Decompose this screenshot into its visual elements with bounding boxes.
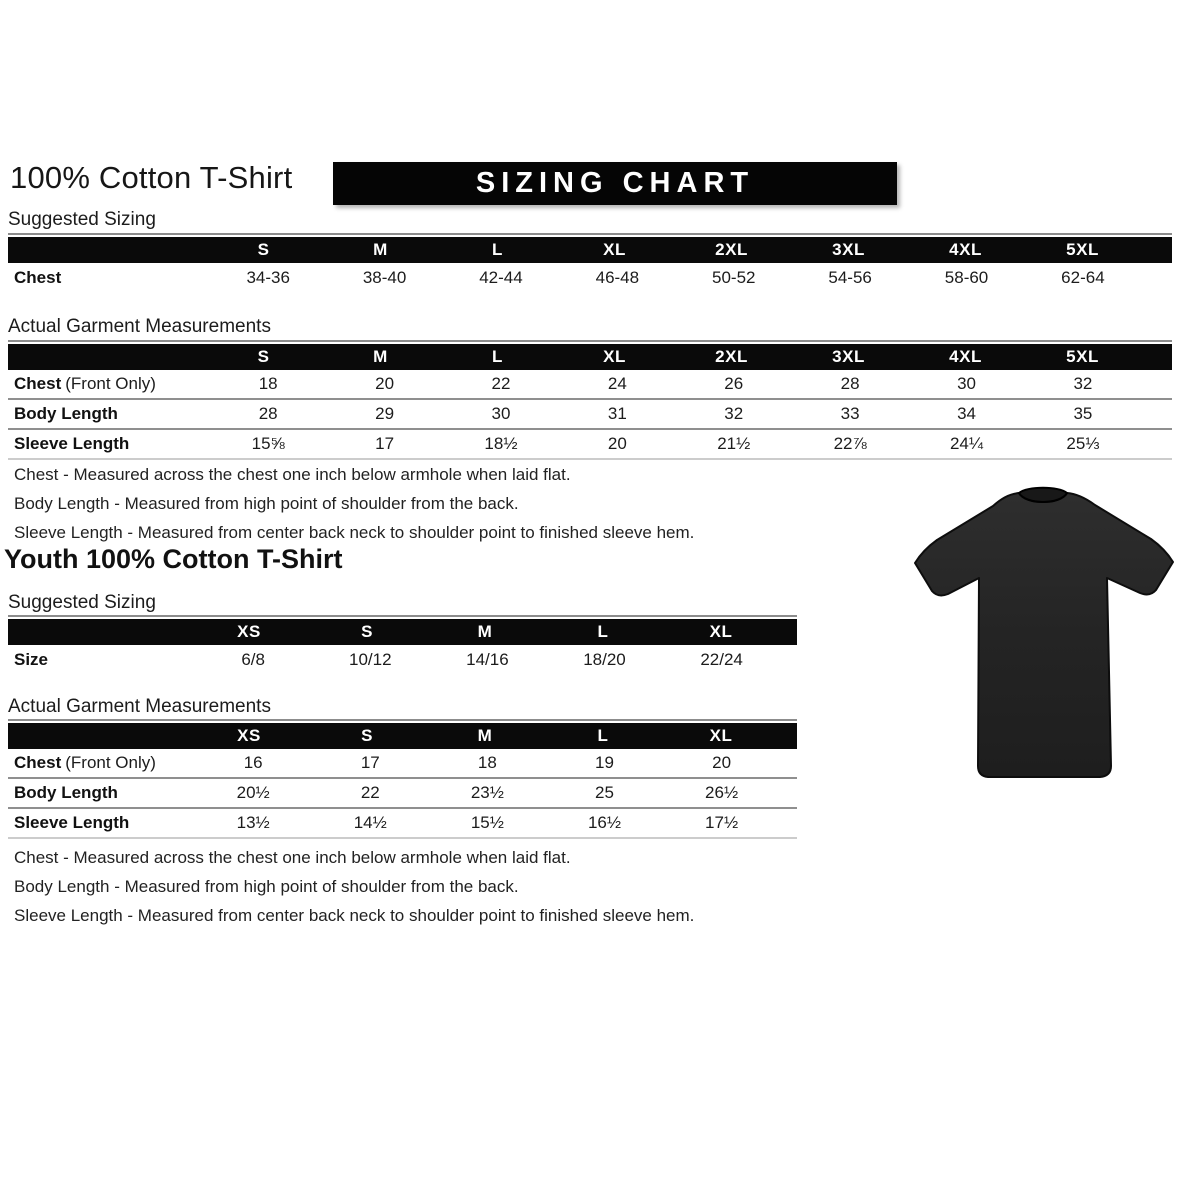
row-label: [8, 434, 210, 454]
note-line: Chest - Measured across the chest one inch below armhole when laid flat.: [14, 848, 571, 867]
header-size: 5XL: [1066, 347, 1099, 366]
cell-value: 10/12: [349, 649, 392, 669]
note-line: Sleeve Length - Measured from center back neck to shoulder point to finished sleeve hem.: [14, 906, 695, 925]
cell-value: 28: [258, 404, 278, 423]
header-size: XL: [603, 347, 626, 366]
row-label-text: Sleeve Length: [14, 434, 130, 453]
cell-value: 17: [375, 434, 395, 453]
adult-title: 100% Cotton T-Shirt: [10, 160, 293, 195]
row-label: [8, 374, 210, 394]
tshirt-collar-shape: [1019, 488, 1067, 502]
header-size: 5XL: [1066, 240, 1099, 259]
cell-value: 14/16: [466, 649, 509, 669]
note-line: Body Length - Measured from high point of shoulder from the back.: [14, 494, 519, 513]
cell-value: 34: [957, 404, 976, 423]
cell-value: 30: [491, 404, 511, 423]
cell-value: 54-56: [828, 267, 872, 287]
youth-actual-label: Actual Garment Measurements: [8, 696, 271, 717]
cell-value: 15½: [470, 813, 504, 832]
row-label-text: Sleeve Length: [14, 813, 130, 832]
adult-suggested-table: [8, 233, 1172, 292]
row-label-text: Chest: [14, 374, 62, 393]
header-size: 3XL: [832, 240, 865, 259]
table-top-rule: [8, 233, 1172, 235]
table-row: [8, 370, 1172, 398]
header-size: L: [492, 240, 503, 259]
cell-value: 22: [491, 374, 511, 393]
cell-value: 22/24: [700, 649, 743, 669]
header-size: L: [597, 622, 609, 641]
cell-value: 32: [1073, 374, 1093, 393]
note-line: Sleeve Length - Measured from center back neck to shoulder point to finished sleeve hem.: [14, 523, 695, 542]
cell-value: 23½: [470, 783, 504, 802]
table-row: [8, 430, 1172, 458]
note-line: Body Length - Measured from high point of shoulder from the back.: [14, 877, 519, 896]
cell-value: 16½: [587, 813, 622, 832]
header-size: 2XL: [715, 240, 748, 259]
header-size: M: [373, 240, 388, 259]
cell-value: 17½: [705, 813, 739, 832]
cell-value: 20: [607, 434, 627, 453]
header-size: 3XL: [832, 347, 865, 366]
header-size: S: [361, 622, 373, 641]
youth-actual-table: [8, 719, 797, 839]
cell-value: 18: [477, 753, 497, 772]
header-size: S: [257, 347, 270, 366]
row-label-text: Chest: [14, 267, 62, 287]
cell-value: 19: [595, 753, 614, 772]
header-size: XS: [237, 622, 261, 641]
header-size: 4XL: [949, 347, 982, 366]
header-size: L: [492, 347, 503, 366]
cell-value: 34-36: [246, 267, 290, 287]
table-top-rule: [8, 340, 1172, 342]
header-size: XL: [709, 622, 733, 641]
adult-actual-header-row: [8, 344, 1172, 370]
row-label: [8, 268, 210, 288]
cell-value: 16: [243, 753, 263, 772]
cell-value: 21½: [717, 434, 751, 453]
table-row: [8, 400, 1172, 428]
cell-value: 24¼: [949, 434, 984, 453]
sizing-chart-banner: [333, 162, 897, 205]
row-label-text: Body Length: [14, 404, 118, 423]
cell-value: 18/20: [583, 649, 626, 669]
cell-value: 50-52: [712, 267, 756, 287]
tshirt-body-shape: [915, 493, 1173, 777]
table-row: [8, 263, 1172, 292]
row-label: [8, 404, 210, 424]
cell-value: 20½: [236, 783, 270, 802]
header-size: S: [361, 726, 373, 745]
tshirt-photo: [893, 484, 1198, 799]
header-size: XL: [709, 726, 733, 745]
cell-value: 26: [724, 374, 744, 393]
row-label-text: Body Length: [14, 783, 118, 802]
row-label: [8, 753, 195, 773]
cell-value: 29: [375, 404, 395, 423]
cell-value: 32: [724, 404, 744, 423]
cell-value: 24: [607, 374, 627, 393]
note-line: Chest - Measured across the chest one inch below armhole when laid flat.: [14, 465, 571, 484]
table-top-rule: [8, 615, 797, 617]
header-size: S: [257, 240, 270, 259]
cell-value: 31: [607, 404, 627, 423]
adult-measurement-notes: [14, 460, 694, 547]
row-label-suffix: (Front Only): [65, 374, 156, 393]
adult-suggested-label: Suggested Sizing: [8, 209, 156, 230]
header-size: XS: [237, 726, 261, 745]
adult-actual-label: Actual Garment Measurements: [8, 316, 271, 337]
cell-value: 30: [957, 374, 976, 393]
cell-value: 42-44: [479, 267, 523, 287]
table-row: [8, 809, 797, 837]
cell-value: 22: [360, 783, 380, 802]
cell-value: 14½: [353, 813, 387, 832]
cell-value: 18: [258, 374, 278, 393]
cell-value: 58-60: [944, 267, 989, 287]
adult-actual-table: [8, 340, 1172, 460]
table-row: [8, 779, 797, 807]
youth-suggested-table: [8, 615, 797, 674]
row-label: [8, 783, 195, 803]
cell-value: 35: [1073, 404, 1093, 423]
adult-suggested-header-row: [8, 237, 1172, 263]
table-bottom-rule: [8, 837, 797, 839]
header-size: 2XL: [715, 347, 748, 366]
sizing-chart-banner-text: SIZING CHART: [475, 167, 755, 199]
cell-value: 20: [712, 753, 732, 772]
header-size: L: [597, 726, 609, 745]
black-tshirt-image: [893, 484, 1198, 799]
cell-value: 6/8: [241, 649, 265, 669]
cell-value: 25⅓: [1066, 434, 1100, 453]
youth-suggested-header-row: [8, 619, 797, 645]
youth-measurement-notes: [14, 843, 694, 930]
cell-value: 62-64: [1061, 267, 1105, 287]
table-row: [8, 749, 797, 777]
header-size: M: [373, 347, 388, 366]
table-row: [8, 645, 797, 674]
row-label-text: Chest: [14, 753, 62, 772]
row-label-suffix: (Front Only): [65, 753, 156, 772]
cell-value: 18½: [484, 434, 518, 453]
header-size: 4XL: [949, 240, 982, 259]
table-top-rule: [8, 719, 797, 721]
cell-value: 15⅝: [251, 434, 285, 453]
cell-value: 13½: [236, 813, 270, 832]
cell-value: 20: [375, 374, 395, 393]
row-label: [8, 650, 195, 670]
header-size: M: [477, 622, 493, 641]
row-label: [8, 813, 195, 833]
header-size: M: [477, 726, 493, 745]
cell-value: 17: [360, 753, 380, 772]
row-label-text: Size: [14, 649, 49, 669]
cell-value: 38-40: [362, 267, 407, 287]
youth-title: Youth 100% Cotton T-Shirt: [4, 544, 343, 574]
cell-value: 33: [840, 404, 860, 423]
cell-value: 22⅞: [833, 434, 867, 453]
cell-value: 26½: [705, 783, 739, 802]
cell-value: 28: [840, 374, 860, 393]
cell-value: 25: [595, 783, 614, 802]
youth-actual-header-row: [8, 723, 797, 749]
header-size: XL: [603, 240, 626, 259]
youth-suggested-label: Suggested Sizing: [8, 592, 156, 613]
cell-value: 46-48: [595, 267, 640, 287]
